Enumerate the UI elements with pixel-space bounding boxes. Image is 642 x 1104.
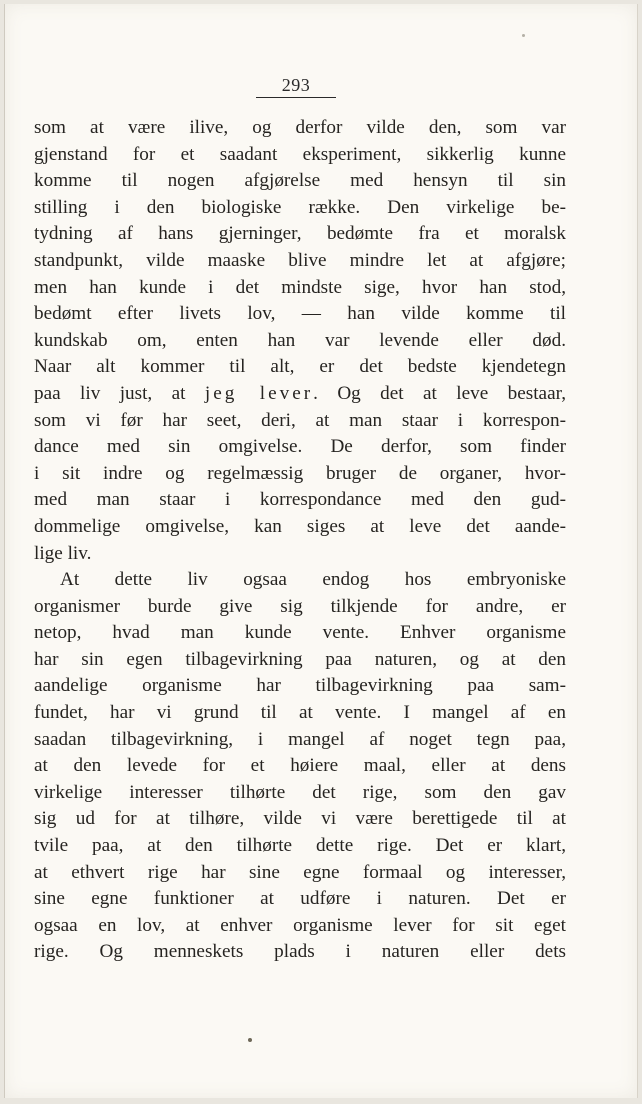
- book-page: [4, 4, 638, 1098]
- text-line: organismer burde give sig tilkjende for andre, er: [34, 595, 566, 617]
- text-line: ogsaa en lov, at enhver organisme lever for sit eget: [34, 914, 566, 936]
- text-line: med man staar i korrespondance med den gud-: [34, 489, 566, 511]
- text-line: standpunkt, vilde maaske blive mindre let at afgjøre;: [34, 249, 566, 271]
- text-fragment: paa liv just, at: [34, 382, 186, 404]
- text-line: At dette liv ogsaa endog hos embryoniske: [60, 569, 566, 591]
- spaced-emphasis: jeg lever: [204, 382, 314, 404]
- page-number: 293: [256, 74, 336, 98]
- text-line: virkelige interesser tilhørte det rige, som den gav: [34, 781, 566, 803]
- text-line: fundet, har vi grund til at vente. I mangel af en: [34, 702, 566, 724]
- text-line: bedømt efter livets lov, — han vilde komme til: [34, 303, 566, 325]
- text-line: at den levede for et høiere maal, eller at dens: [34, 755, 566, 777]
- text-line: netop, hvad man kunde vente. Enhver organisme: [34, 622, 566, 644]
- paper-speck: [522, 34, 525, 37]
- text-line: som vi før har seet, deri, at man staar i korrespon-: [34, 409, 566, 431]
- text-line: komme til nogen afgjørelse med hensyn til sin: [34, 170, 566, 192]
- text-line: har sin egen tilbagevirkning paa naturen, og at den: [34, 648, 566, 670]
- text-line: gjenstand for et saadant eksperiment, sikkerlig kunne: [34, 143, 566, 165]
- text-line: som at være ilive, og derfor vilde den, som var: [34, 117, 566, 138]
- text-line: sine egne funktioner at udføre i naturen. Det er: [34, 888, 566, 910]
- text-line: rige. Og menneskets plads i naturen eller dets: [34, 941, 566, 963]
- text-line: lige liv.: [34, 542, 92, 564]
- text-fragment: . Og det at leve bestaar,: [313, 382, 566, 404]
- text-line: men han kunde i det mindste sige, hvor han stod,: [34, 276, 566, 298]
- paper-speck: [248, 1038, 252, 1042]
- text-line: dommelige omgivelse, kan siges at leve det aande-: [34, 515, 566, 537]
- text-line: sig ud for at tilhøre, vilde vi være berettigede til at: [34, 808, 566, 830]
- text-line-emphasis: [34, 381, 566, 408]
- text-line: tydning af hans gjerninger, bedømte fra et moralsk: [34, 223, 566, 245]
- text-line: aandelige organisme har tilbagevirkning paa sam-: [34, 675, 566, 697]
- text-line: stilling i den biologiske række. Den virkelige be-: [34, 196, 566, 218]
- text-line: saadan tilbagevirkning, i mangel af noget tegn paa,: [34, 728, 566, 750]
- text-line: tvile paa, at den tilhørte dette rige. Det er klart,: [34, 835, 566, 857]
- text-line: i sit indre og regelmæssig bruger de organer, hvor-: [34, 462, 566, 484]
- text-line: Naar alt kommer til alt, er det bedste kjendetegn: [34, 356, 566, 378]
- text-line: at ethvert rige har sine egne formaal og interesser,: [34, 861, 566, 883]
- text-line: kundskab om, enten han var levende eller død.: [34, 329, 566, 351]
- text-line: dance med sin omgivelse. De derfor, som finder: [34, 436, 566, 458]
- body-text: [34, 115, 566, 966]
